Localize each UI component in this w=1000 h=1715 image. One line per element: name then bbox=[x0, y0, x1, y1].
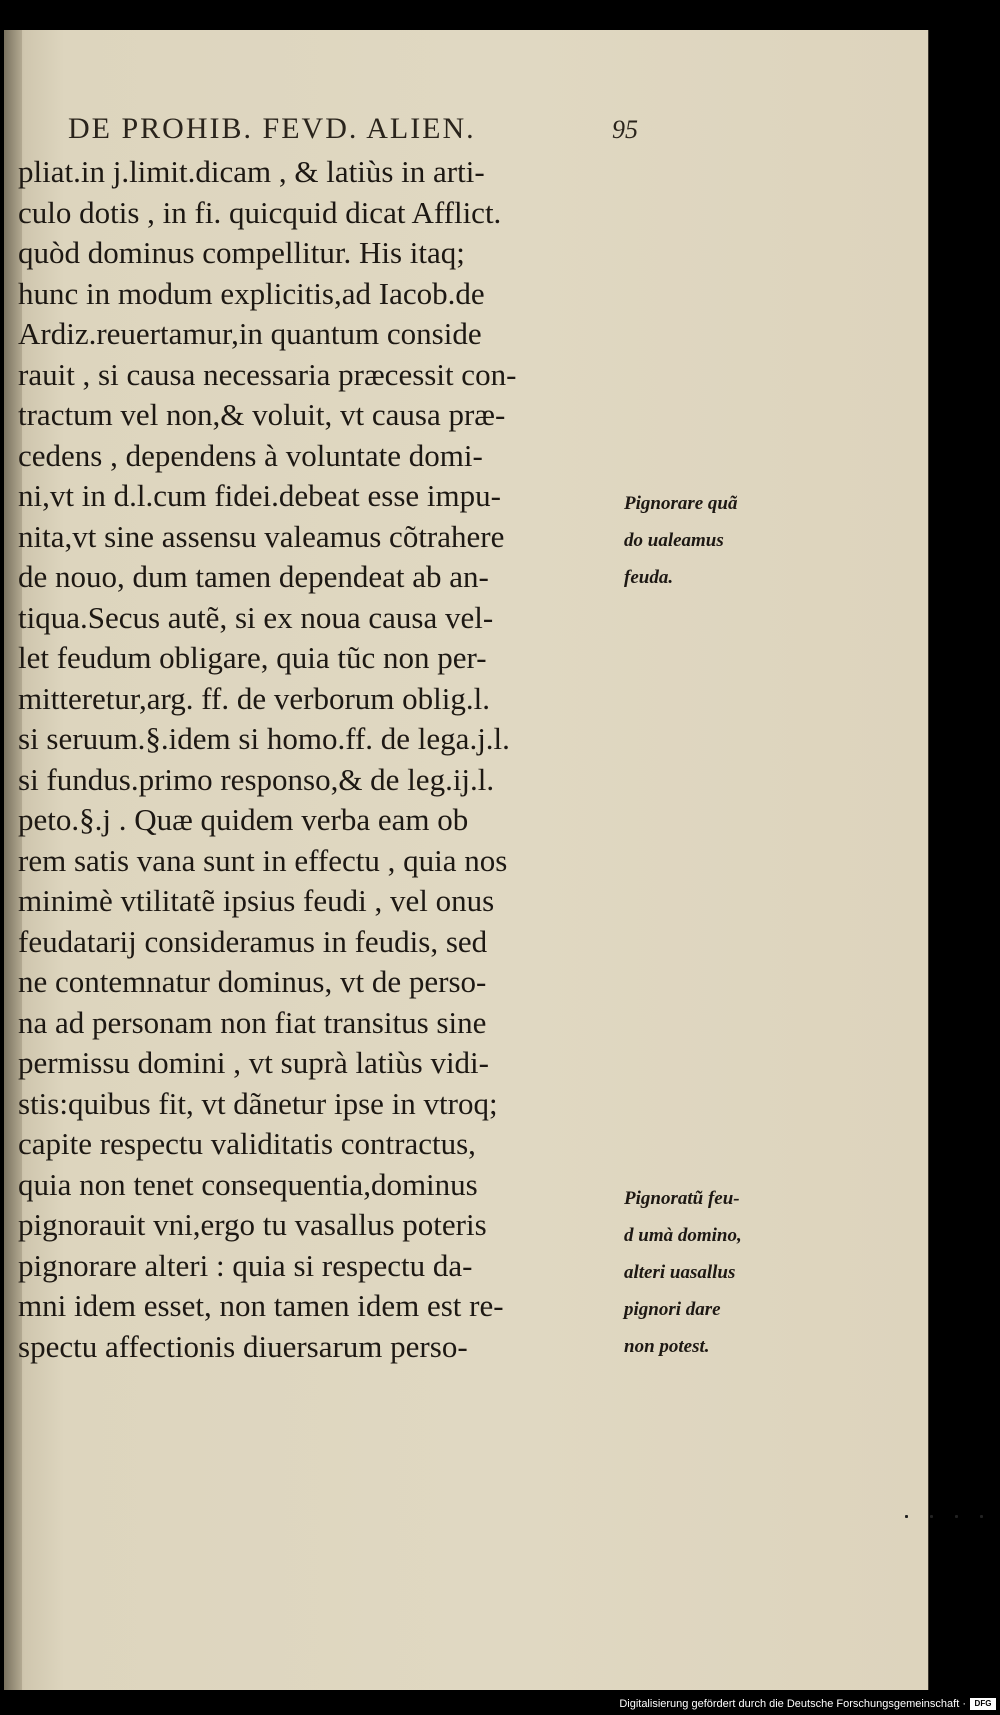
text-line: Ardiz.reuertamur,in quantum conside bbox=[18, 316, 482, 351]
text-line: capite respectu validitatis contractus, bbox=[18, 1126, 476, 1161]
paper-speck bbox=[955, 1515, 958, 1518]
text-line: pignorare alteri : quia si respectu da- bbox=[18, 1247, 473, 1283]
text-line: si fundus.primo responso,& de leg.ij.l. bbox=[18, 761, 495, 797]
text-line: de nouo, dum tamen dependeat ab an- bbox=[18, 559, 489, 594]
text-line: pignorauit vni,ergo tu vasallus poteris bbox=[18, 1207, 487, 1242]
text-line: cedens , dependens à voluntate domi- bbox=[18, 437, 483, 473]
text-line: culo dotis , in fi. quicquid dicat Afflict. bbox=[18, 194, 502, 230]
text-line: feudatarij consideramus in feudis, sed bbox=[18, 923, 488, 959]
text-line: peto.§.j . Quæ quidem verba eam ob bbox=[18, 802, 469, 837]
text-line: mitteretur,arg. ff. de verborum oblig.l. bbox=[18, 680, 490, 716]
text-line: let feudum obligare, quia tũc non per- bbox=[18, 640, 487, 675]
text-line: ne contemnatur dominus, vt de perso- bbox=[18, 964, 487, 999]
marginal-note-line: feuda. bbox=[624, 567, 674, 588]
paper-speck bbox=[930, 1515, 933, 1518]
text-line: minimè vtilitatẽ ipsius feudi , vel onus bbox=[18, 883, 495, 918]
text-line: rem satis vana sunt in effectu , quia nos bbox=[18, 842, 508, 878]
marginal-note-line: d umà domino, bbox=[624, 1225, 742, 1246]
text-line: nita,vt sine assensu valeamus cõtrahere bbox=[18, 518, 505, 554]
text-line: tiqua.Secus autẽ, si ex noua causa vel- bbox=[18, 599, 494, 635]
marginal-note bbox=[624, 1180, 799, 1365]
text-line: si seruum.§.idem si homo.ff. de lega.j.l. bbox=[18, 721, 510, 756]
text-line: stis:quibus fit, vt dãnetur ipse in vtroq; bbox=[18, 1085, 498, 1121]
marginal-note-line: alteri uasallus bbox=[624, 1262, 736, 1283]
marginal-note bbox=[624, 485, 799, 596]
text-line: hunc in modum explicitis,ad Iacob.de bbox=[18, 275, 485, 311]
text-line: ni,vt in d.l.cum fidei.debeat esse impu- bbox=[18, 478, 501, 513]
running-head bbox=[68, 112, 638, 146]
digitization-footer bbox=[0, 1693, 1000, 1715]
text-line: tractum vel non,& voluit, vt causa præ- bbox=[18, 397, 506, 432]
marginal-note-line: do ualeamus bbox=[624, 530, 724, 551]
text-line: na ad personam non fiat transitus sine bbox=[18, 1004, 487, 1040]
text-line: quia non tenet consequentia,dominus bbox=[18, 1166, 478, 1202]
page-number: 95 bbox=[612, 115, 638, 144]
body-text bbox=[18, 152, 618, 1367]
text-line: quòd dominus compellitur. His itaq; bbox=[18, 235, 465, 270]
text-line: permissu domini , vt suprà latiùs vidi- bbox=[18, 1045, 489, 1080]
text-line: spectu affectionis diuersarum perso- bbox=[18, 1328, 468, 1364]
footer-credit: Digitalisierung gefördert durch die Deutsche Forschungsgemeinschaft · bbox=[619, 1698, 966, 1710]
running-title: DE PROHIB. FEVD. ALIEN. bbox=[68, 112, 476, 145]
paper-speck bbox=[905, 1515, 908, 1518]
text-line: pliat.in j.limit.dicam , & latiùs in arti- bbox=[18, 154, 485, 189]
marginal-note-line: Pignoratũ feu- bbox=[624, 1188, 740, 1209]
text-line: mni idem esset, non tamen idem est re- bbox=[18, 1288, 504, 1323]
marginal-note-line: non potest. bbox=[624, 1336, 710, 1357]
marginal-note-line: Pignorare quã bbox=[624, 493, 738, 514]
dfg-logo: DFG bbox=[970, 1698, 996, 1710]
marginal-note-line: pignori dare bbox=[624, 1299, 721, 1320]
paper-speck bbox=[980, 1515, 983, 1518]
text-line: rauit , si causa necessaria præcessit con- bbox=[18, 356, 517, 392]
